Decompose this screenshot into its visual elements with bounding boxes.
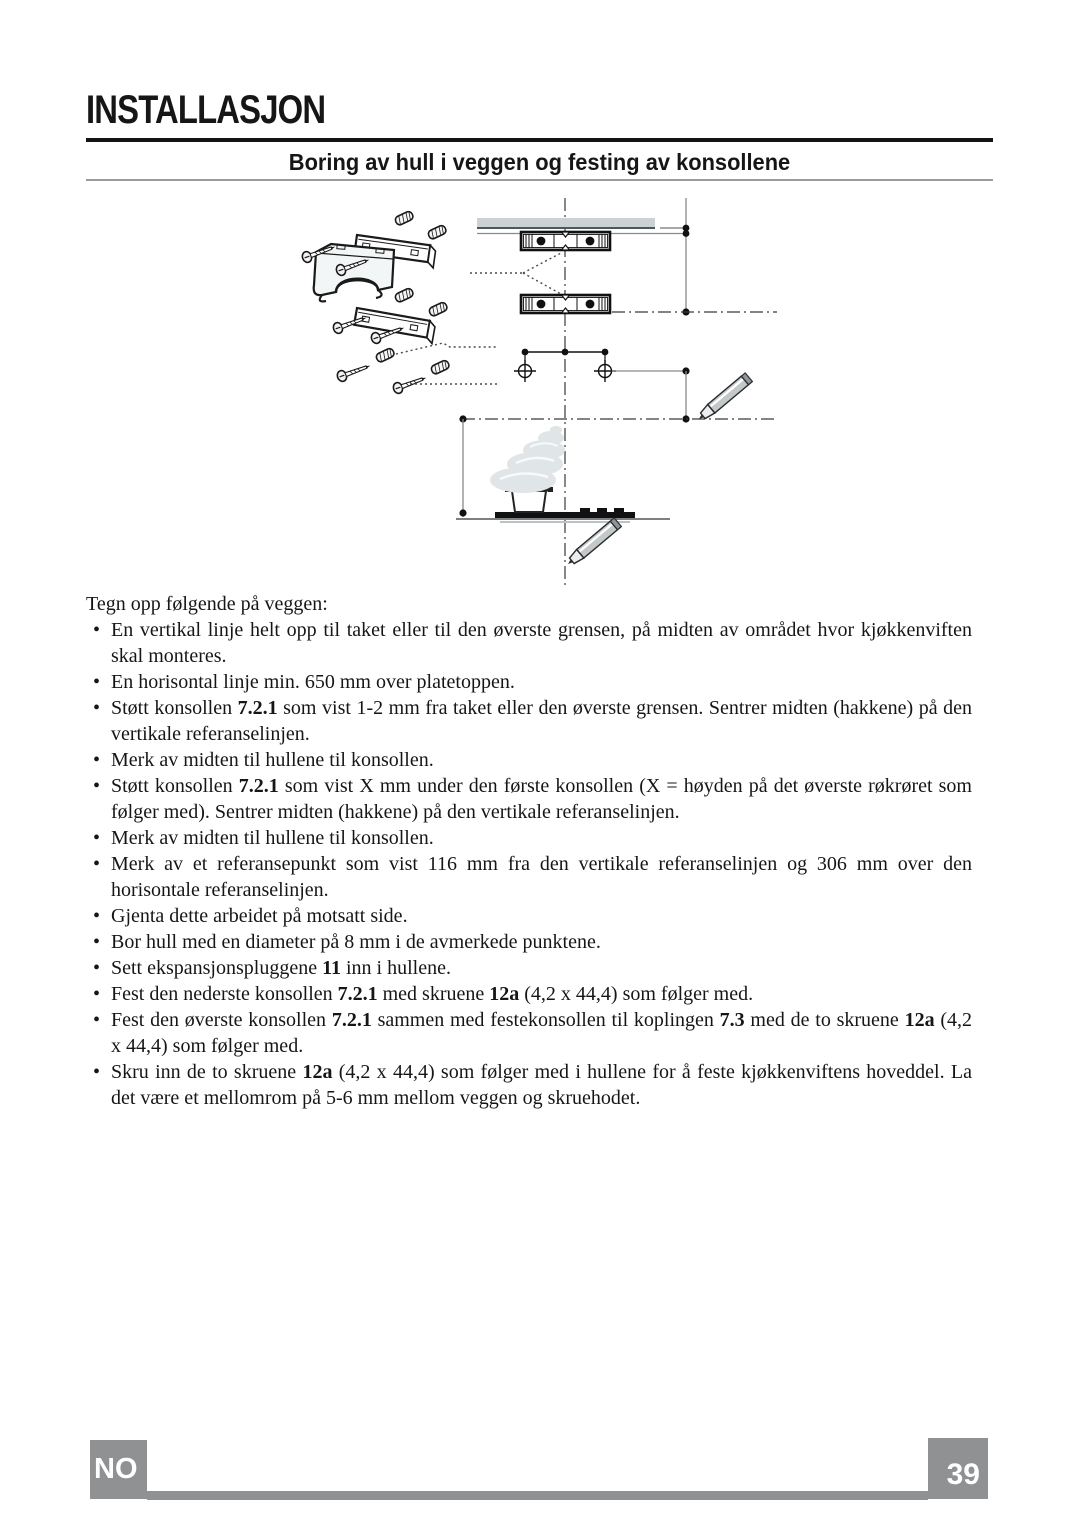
ceiling-band — [477, 218, 655, 228]
bullet-marker: • — [93, 619, 101, 641]
bullet-marker: • — [93, 697, 101, 719]
instruction-text: Fest den øverste konsollen 7.2.1 sammen med festekonsollen til koplingen 7.3 med de to skruene 12a (4,2 x 44,4) som følger med. — [111, 1009, 972, 1057]
instruction-text: Sett ekspansjonspluggene 11 inn i hullene. — [111, 957, 451, 979]
expansion-plug — [428, 301, 448, 317]
wall-schematic — [456, 198, 777, 586]
bullet-marker: • — [93, 905, 101, 927]
bullet-marker: • — [93, 931, 101, 953]
instruction-item — [86, 981, 972, 1007]
bullet-marker: • — [93, 671, 101, 693]
title-rule — [86, 138, 993, 142]
expansion-plug — [394, 287, 414, 303]
instruction-item — [86, 773, 972, 825]
expansion-plug — [394, 210, 414, 226]
footer-bar — [147, 1491, 928, 1500]
offset-helper-lines — [612, 367, 690, 422]
page-title: INSTALLASJON — [86, 88, 326, 132]
instructions — [86, 591, 972, 1111]
expansion-plug — [430, 359, 450, 375]
instruction-item — [86, 617, 972, 669]
coupling-bracket — [314, 244, 394, 301]
screw — [392, 373, 428, 395]
section-title: Boring av hull i veggen og festing av konsollene — [288, 149, 791, 175]
instruction-text: Fest den nederste konsollen 7.2.1 med skruene 12a (4,2 x 44,4) som følger med. — [111, 983, 754, 1005]
pencil-icon — [695, 373, 752, 423]
page-number-label: 39 — [946, 1458, 980, 1491]
section-rule — [86, 179, 993, 181]
expansion-plug — [427, 224, 447, 240]
bullet-marker: • — [93, 853, 101, 875]
instruction-text: En vertikal linje helt opp til taket eller til den øverste grensen, på midten av området hvor kjøkkenviften skal monteres. — [111, 619, 972, 667]
cooktop — [456, 508, 670, 522]
page-number — [928, 1438, 988, 1499]
bullet-marker: • — [93, 957, 101, 979]
steam — [490, 426, 565, 493]
bullet-marker: • — [93, 749, 101, 771]
instruction-text: Merk av et referansepunkt som vist 116 mm fra den vertikale referanselinjen og 306 mm over den horisontale referanselinjen. — [111, 853, 972, 901]
wall-bracket-bottom — [521, 295, 610, 313]
bullet-marker: • — [93, 983, 101, 1005]
instruction-text: En horisontal linje min. 650 mm over platetoppen. — [111, 671, 515, 693]
instruction-item — [86, 825, 972, 851]
pencil-icon — [564, 518, 621, 568]
instructions-intro: Tegn opp følgende på veggen: — [86, 593, 328, 615]
instruction-item — [86, 1007, 972, 1059]
instruction-item — [86, 903, 972, 929]
instruction-item — [86, 695, 972, 747]
bullet-marker: • — [93, 827, 101, 849]
instruction-text: Bor hull med en diameter på 8 mm i de avmerkede punktene. — [111, 931, 601, 953]
bullet-marker: • — [93, 1061, 101, 1083]
instruction-text: Merk av midten til hullene til konsollen. — [111, 749, 434, 771]
exploded-parts — [301, 210, 498, 394]
instruction-item — [86, 1059, 972, 1111]
expansion-plug — [375, 347, 395, 363]
instruction-item — [86, 747, 972, 773]
language-badge-label: NO — [94, 1453, 138, 1485]
notch-leader — [470, 253, 561, 294]
instruction-item — [86, 955, 972, 981]
screw — [336, 361, 372, 383]
instruction-text: Merk av midten til hullene til konsollen. — [111, 827, 434, 849]
installation-diagram — [280, 195, 800, 595]
instruction-text: Støtt konsollen 7.2.1 som vist X mm under den første konsollen (X = høyden på det øverste røkrøret som følger med). Sentrer midten (hakkene) på den vertikale referanselinjen. — [111, 775, 972, 823]
bullet-marker: • — [93, 775, 101, 797]
instruction-text: Skru inn de to skruene 12a (4,2 x 44,4) som følger med i hullene for å feste kjøkkenviftens hoveddel. La det være et mellomrom på 5-6 mm mellom veggen og skruehodet. — [111, 1061, 972, 1109]
language-badge — [90, 1440, 147, 1499]
wall-bracket-top — [521, 232, 610, 250]
bracket-bar-lower — [353, 308, 436, 344]
instruction-item — [86, 669, 972, 695]
instruction-item — [86, 929, 972, 955]
bullet-marker: • — [93, 1009, 101, 1031]
instruction-list — [86, 617, 972, 1111]
instruction-text: Gjenta dette arbeidet på motsatt side. — [111, 905, 408, 927]
instruction-text: Støtt konsollen 7.2.1 som vist 1-2 mm fra taket eller den øverste grensen. Sentrer midten (hakkene) på den vertikale referanselinjen. — [111, 697, 972, 745]
instruction-item — [86, 851, 972, 903]
